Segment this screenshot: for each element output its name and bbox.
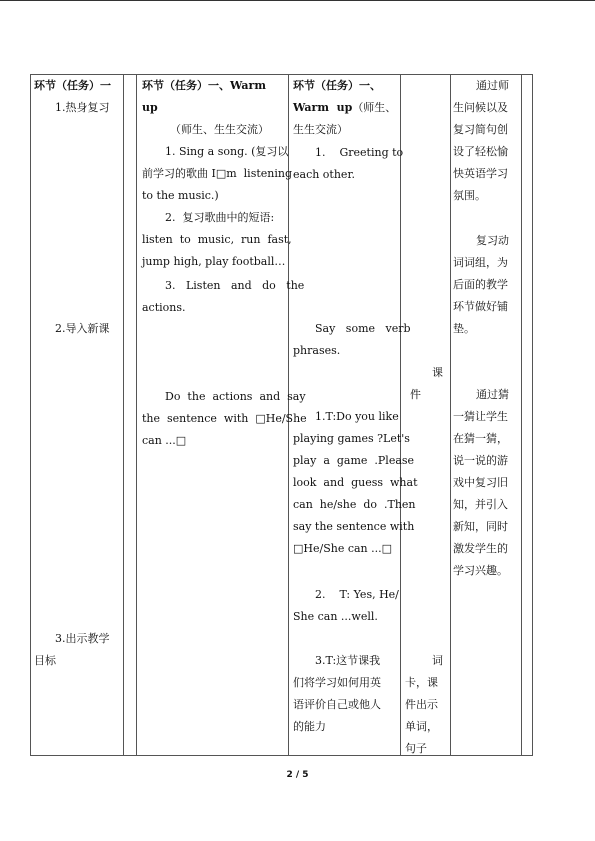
student-heading-bold: Warm up bbox=[293, 101, 353, 114]
resource-text: 件出示 bbox=[405, 698, 438, 711]
student-text: 语评价自己或他人 bbox=[293, 698, 381, 711]
student-heading-line1: 环节（任务）一、 bbox=[293, 79, 381, 92]
teacher-heading-line2: up bbox=[142, 101, 158, 114]
teacher-text: actions. bbox=[142, 301, 186, 314]
stage-warmup: 1.热身复习 bbox=[55, 101, 110, 114]
teacher-mode: （师生、生生交流） bbox=[170, 123, 269, 136]
student-heading-rest: （师生、 bbox=[352, 101, 397, 114]
teacher-text: can ...□ bbox=[142, 434, 187, 447]
resource-text: 卡，课 bbox=[405, 676, 438, 689]
resource-text: 单词， bbox=[405, 720, 438, 733]
student-text: 3.T:这节课我 bbox=[315, 654, 381, 667]
student-text: look and guess what bbox=[293, 476, 418, 489]
resource-column bbox=[401, 75, 451, 756]
teacher-text: jump high, play football… bbox=[142, 255, 286, 268]
rationale-text: 通过猜 bbox=[476, 388, 509, 401]
teacher-activity-column bbox=[137, 75, 307, 756]
table-row bbox=[31, 75, 533, 756]
student-text: play a game .Please bbox=[293, 454, 415, 467]
student-text: each other. bbox=[293, 168, 355, 181]
rationale-text: 在猜一猜， bbox=[453, 432, 508, 445]
stage-objectives-line1: 3.出示教学 bbox=[55, 632, 110, 645]
student-text: say the sentence with bbox=[293, 520, 415, 533]
resource-text: 句子 bbox=[405, 742, 427, 755]
rationale-text: 词词组，为 bbox=[453, 256, 508, 269]
rationale-text: 后面的教学 bbox=[453, 278, 508, 291]
teacher-text: 2. 复习歌曲中的短语: bbox=[165, 211, 275, 224]
student-text: Say some verb bbox=[315, 322, 411, 335]
rationale-text: 复习简句创 bbox=[453, 123, 508, 136]
student-text: 们将学习如何用英 bbox=[293, 676, 381, 689]
stage-lead-in: 2.导入新课 bbox=[55, 322, 110, 335]
narrow-spacer-column bbox=[522, 75, 533, 756]
rationale-text: 复习动 bbox=[476, 234, 509, 247]
student-text: playing games ?Let's bbox=[293, 432, 410, 445]
student-text: 1.T:Do you like bbox=[315, 410, 399, 423]
top-rule bbox=[0, 0, 595, 1]
rationale-text: 快英语学习 bbox=[453, 167, 508, 180]
student-text: 2. T: Yes, He/ bbox=[315, 588, 399, 601]
rationale-text: 环节做好铺 bbox=[453, 300, 508, 313]
rationale-text: 戏中复习旧 bbox=[453, 476, 508, 489]
teacher-text: listen to music, run fast, bbox=[142, 233, 292, 246]
student-heading-line2 bbox=[293, 97, 396, 119]
teacher-text: 3. Listen and do the bbox=[165, 279, 305, 292]
stage-heading: 环节（任务）一 bbox=[34, 79, 111, 92]
rationale-text: 一猜让学生 bbox=[453, 410, 508, 423]
rationale-text: 生问候以及 bbox=[453, 101, 508, 114]
resource-text: 课 bbox=[432, 366, 443, 379]
rationale-column bbox=[451, 75, 522, 756]
rationale-text: 学习兴趣。 bbox=[453, 564, 508, 577]
teacher-text: 前学习的歌曲 I□m listening bbox=[142, 167, 292, 180]
teacher-text: 1. Sing a song. (复习以 bbox=[165, 145, 289, 158]
stage-column bbox=[31, 75, 124, 756]
stage-objectives-line2: 目标 bbox=[34, 654, 56, 667]
rationale-text: 知，并引入 bbox=[453, 498, 508, 511]
teacher-text: Do the actions and say bbox=[165, 390, 306, 403]
spacer-column bbox=[124, 75, 137, 756]
student-text: She can ...well. bbox=[293, 610, 378, 623]
student-text: 1. Greeting to bbox=[315, 146, 404, 159]
rationale-text: 通过师 bbox=[476, 79, 509, 92]
teacher-heading-line1: 环节（任务）一、Warm bbox=[142, 79, 266, 92]
teacher-text: to the music.) bbox=[142, 189, 219, 202]
teacher-text: the sentence with □He/She bbox=[142, 412, 307, 425]
student-text: □He/She can ...□ bbox=[293, 542, 393, 555]
student-text: phrases. bbox=[293, 344, 341, 357]
rationale-text: 激发学生的 bbox=[453, 542, 508, 555]
student-text: can he/she do .Then bbox=[293, 498, 416, 511]
page-number: 2 / 5 bbox=[286, 770, 309, 780]
rationale-text: 设了轻松愉 bbox=[453, 145, 508, 158]
student-heading-line3: 生生交流） bbox=[293, 123, 348, 136]
resource-text: 件 bbox=[410, 388, 421, 401]
student-text: 的能力 bbox=[293, 720, 326, 733]
rationale-text: 说一说的游 bbox=[453, 454, 508, 467]
resource-text: 词 bbox=[432, 654, 443, 667]
rationale-text: 新知，同时 bbox=[453, 520, 508, 533]
lesson-plan-table bbox=[30, 74, 533, 756]
rationale-text: 垫。 bbox=[453, 322, 475, 335]
rationale-text: 氛围。 bbox=[453, 189, 486, 202]
